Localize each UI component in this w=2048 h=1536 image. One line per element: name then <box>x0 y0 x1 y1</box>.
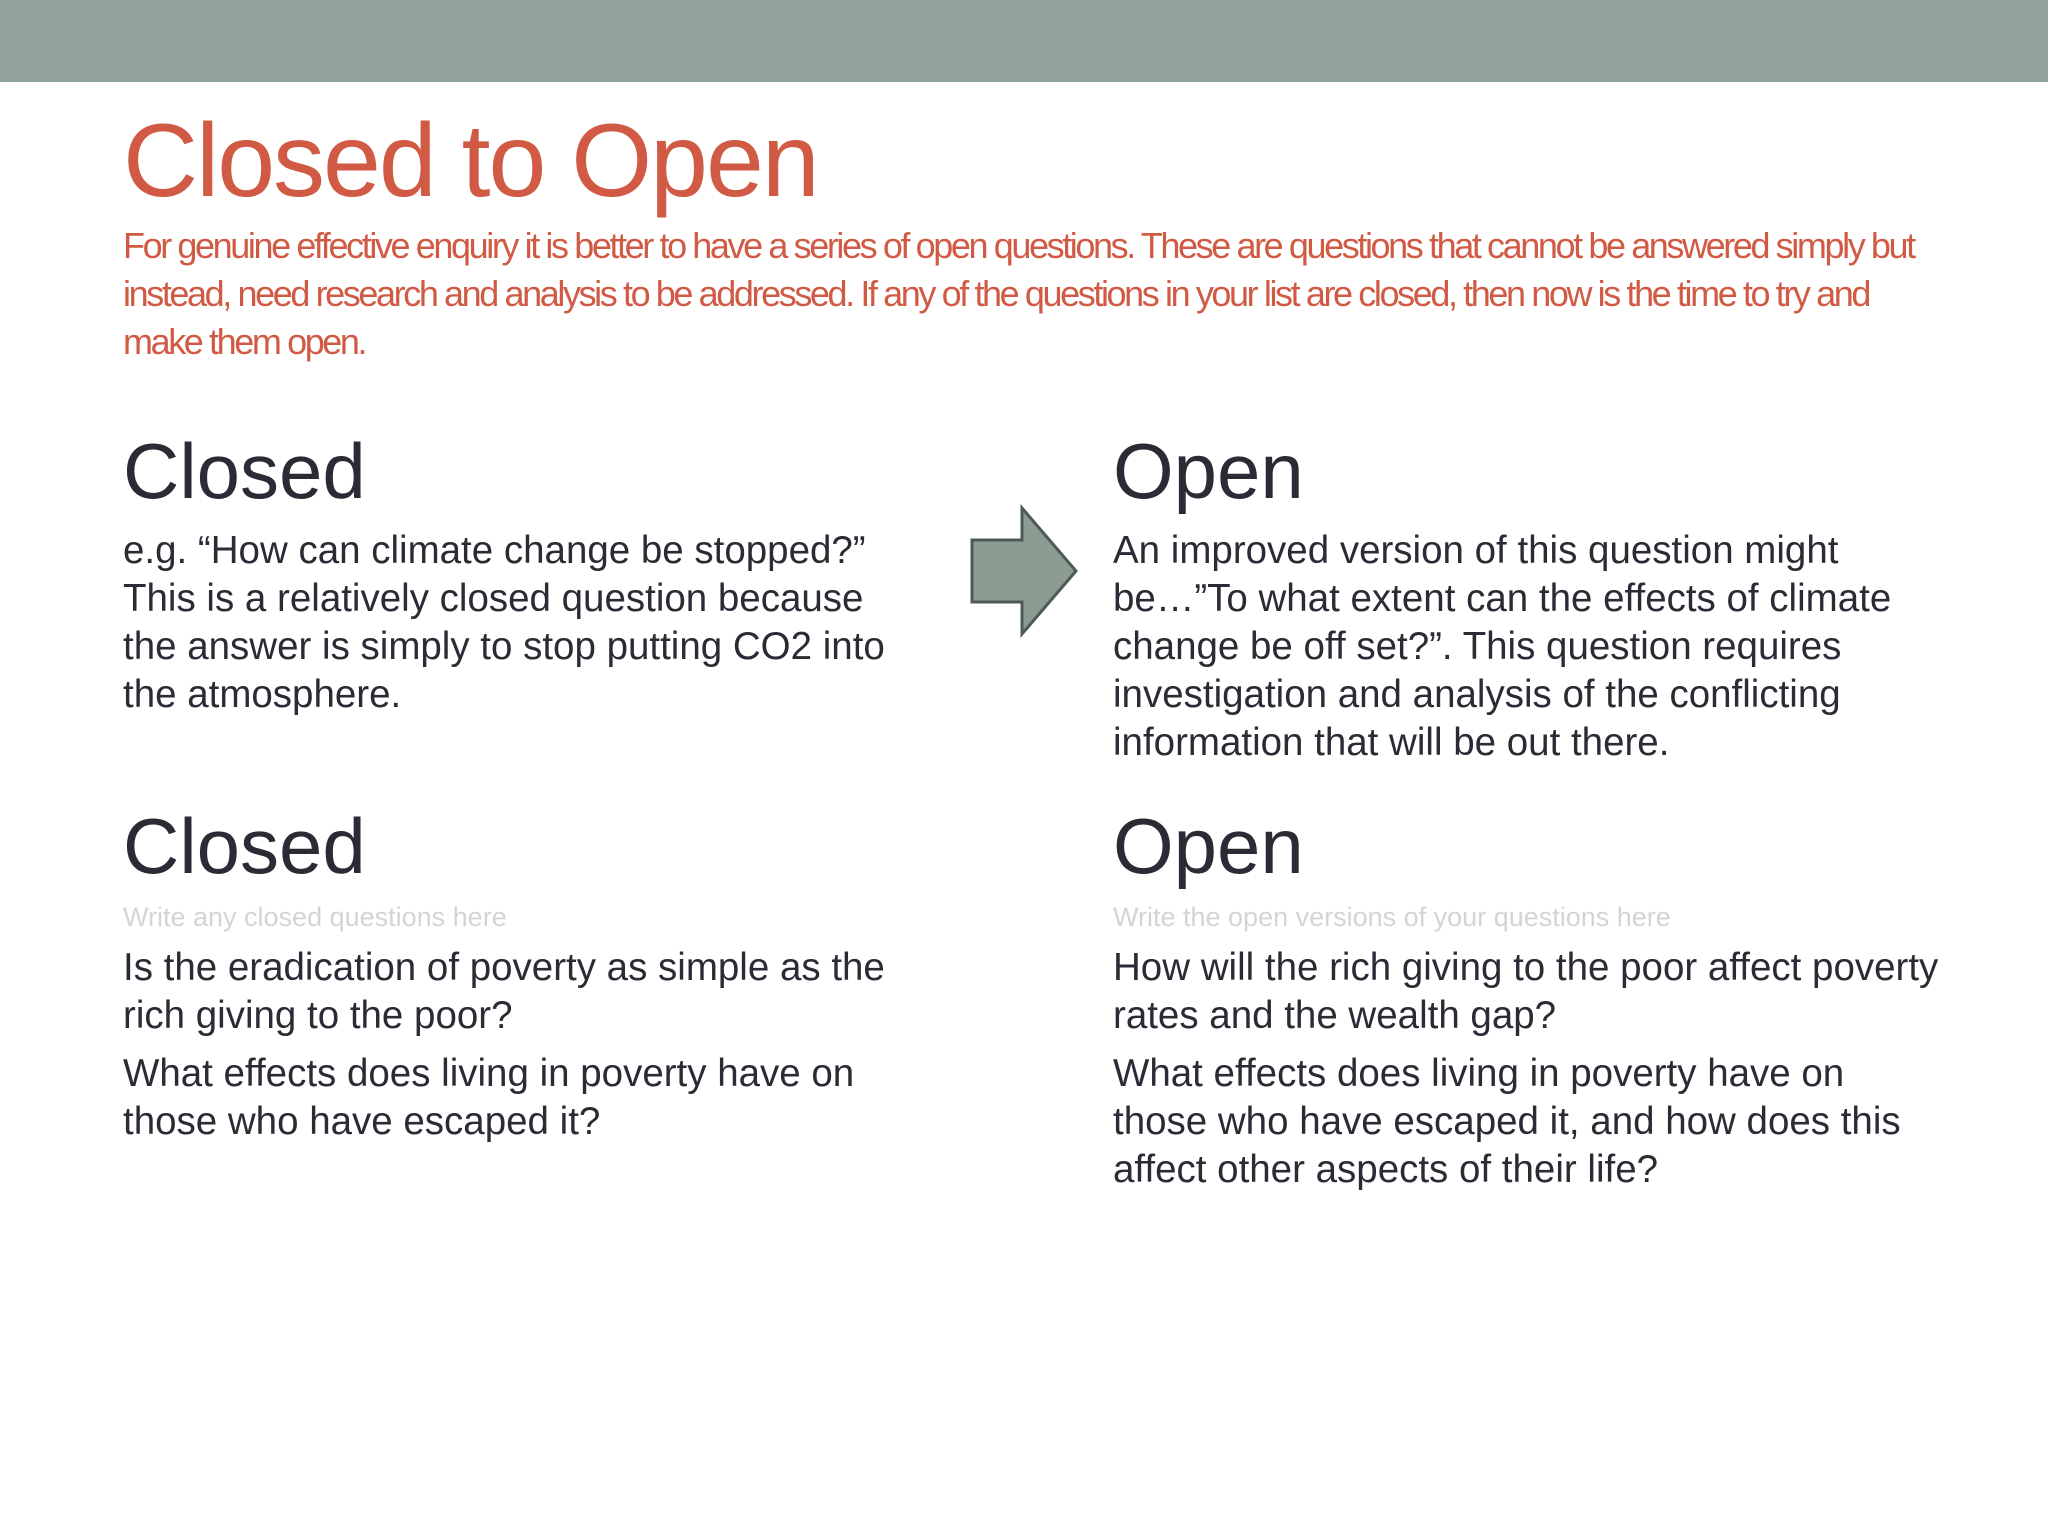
slide-title: Closed to Open <box>123 103 818 219</box>
right-arrow-icon <box>968 504 1080 638</box>
example-closed-paragraph: e.g. “How can climate change be stopped?” This is a relatively closed question because the answer is simply to stop putting CO2 into the atmosphere. <box>123 529 885 716</box>
closed-questions-placeholder: Write any closed questions here <box>123 902 507 932</box>
open-question: How will the rich giving to the poor affect poverty rates and the wealth gap? <box>1113 946 1939 1037</box>
example-closed-text <box>123 527 923 729</box>
exercise-open-heading: Open <box>1113 802 1304 890</box>
example-closed-heading: Closed <box>123 427 366 515</box>
closed-question: Is the eradication of poverty as simple as the rich giving to the poor? <box>123 946 885 1037</box>
open-question: What effects does living in poverty have on those who have escaped it, and how does this affect other aspects of their life? <box>1113 1052 1901 1191</box>
closed-questions-list[interactable] <box>123 944 933 1156</box>
example-open-paragraph: An improved version of this question might be…”To what extent can the effects of climate change be off set?”. This question requires investigation and analysis of the conflicting information that will be out there. <box>1113 529 1892 764</box>
closed-question: What effects does living in poverty have on those who have escaped it? <box>123 1052 855 1143</box>
slide-intro: For genuine effective enquiry it is better to have a series of open questions. These are questions that cannot be answered simply but instead, need research and analysis to be addressed. If any of the questions in your list are closed, then now is the time to try and make them open. <box>123 225 1914 362</box>
top-bar <box>0 0 2048 82</box>
example-open-text <box>1113 527 1943 777</box>
open-questions-placeholder: Write the open versions of your questions here <box>1113 902 1671 932</box>
exercise-closed-heading: Closed <box>123 802 366 890</box>
example-open-heading: Open <box>1113 427 1304 515</box>
open-questions-list[interactable] <box>1113 944 1943 1204</box>
